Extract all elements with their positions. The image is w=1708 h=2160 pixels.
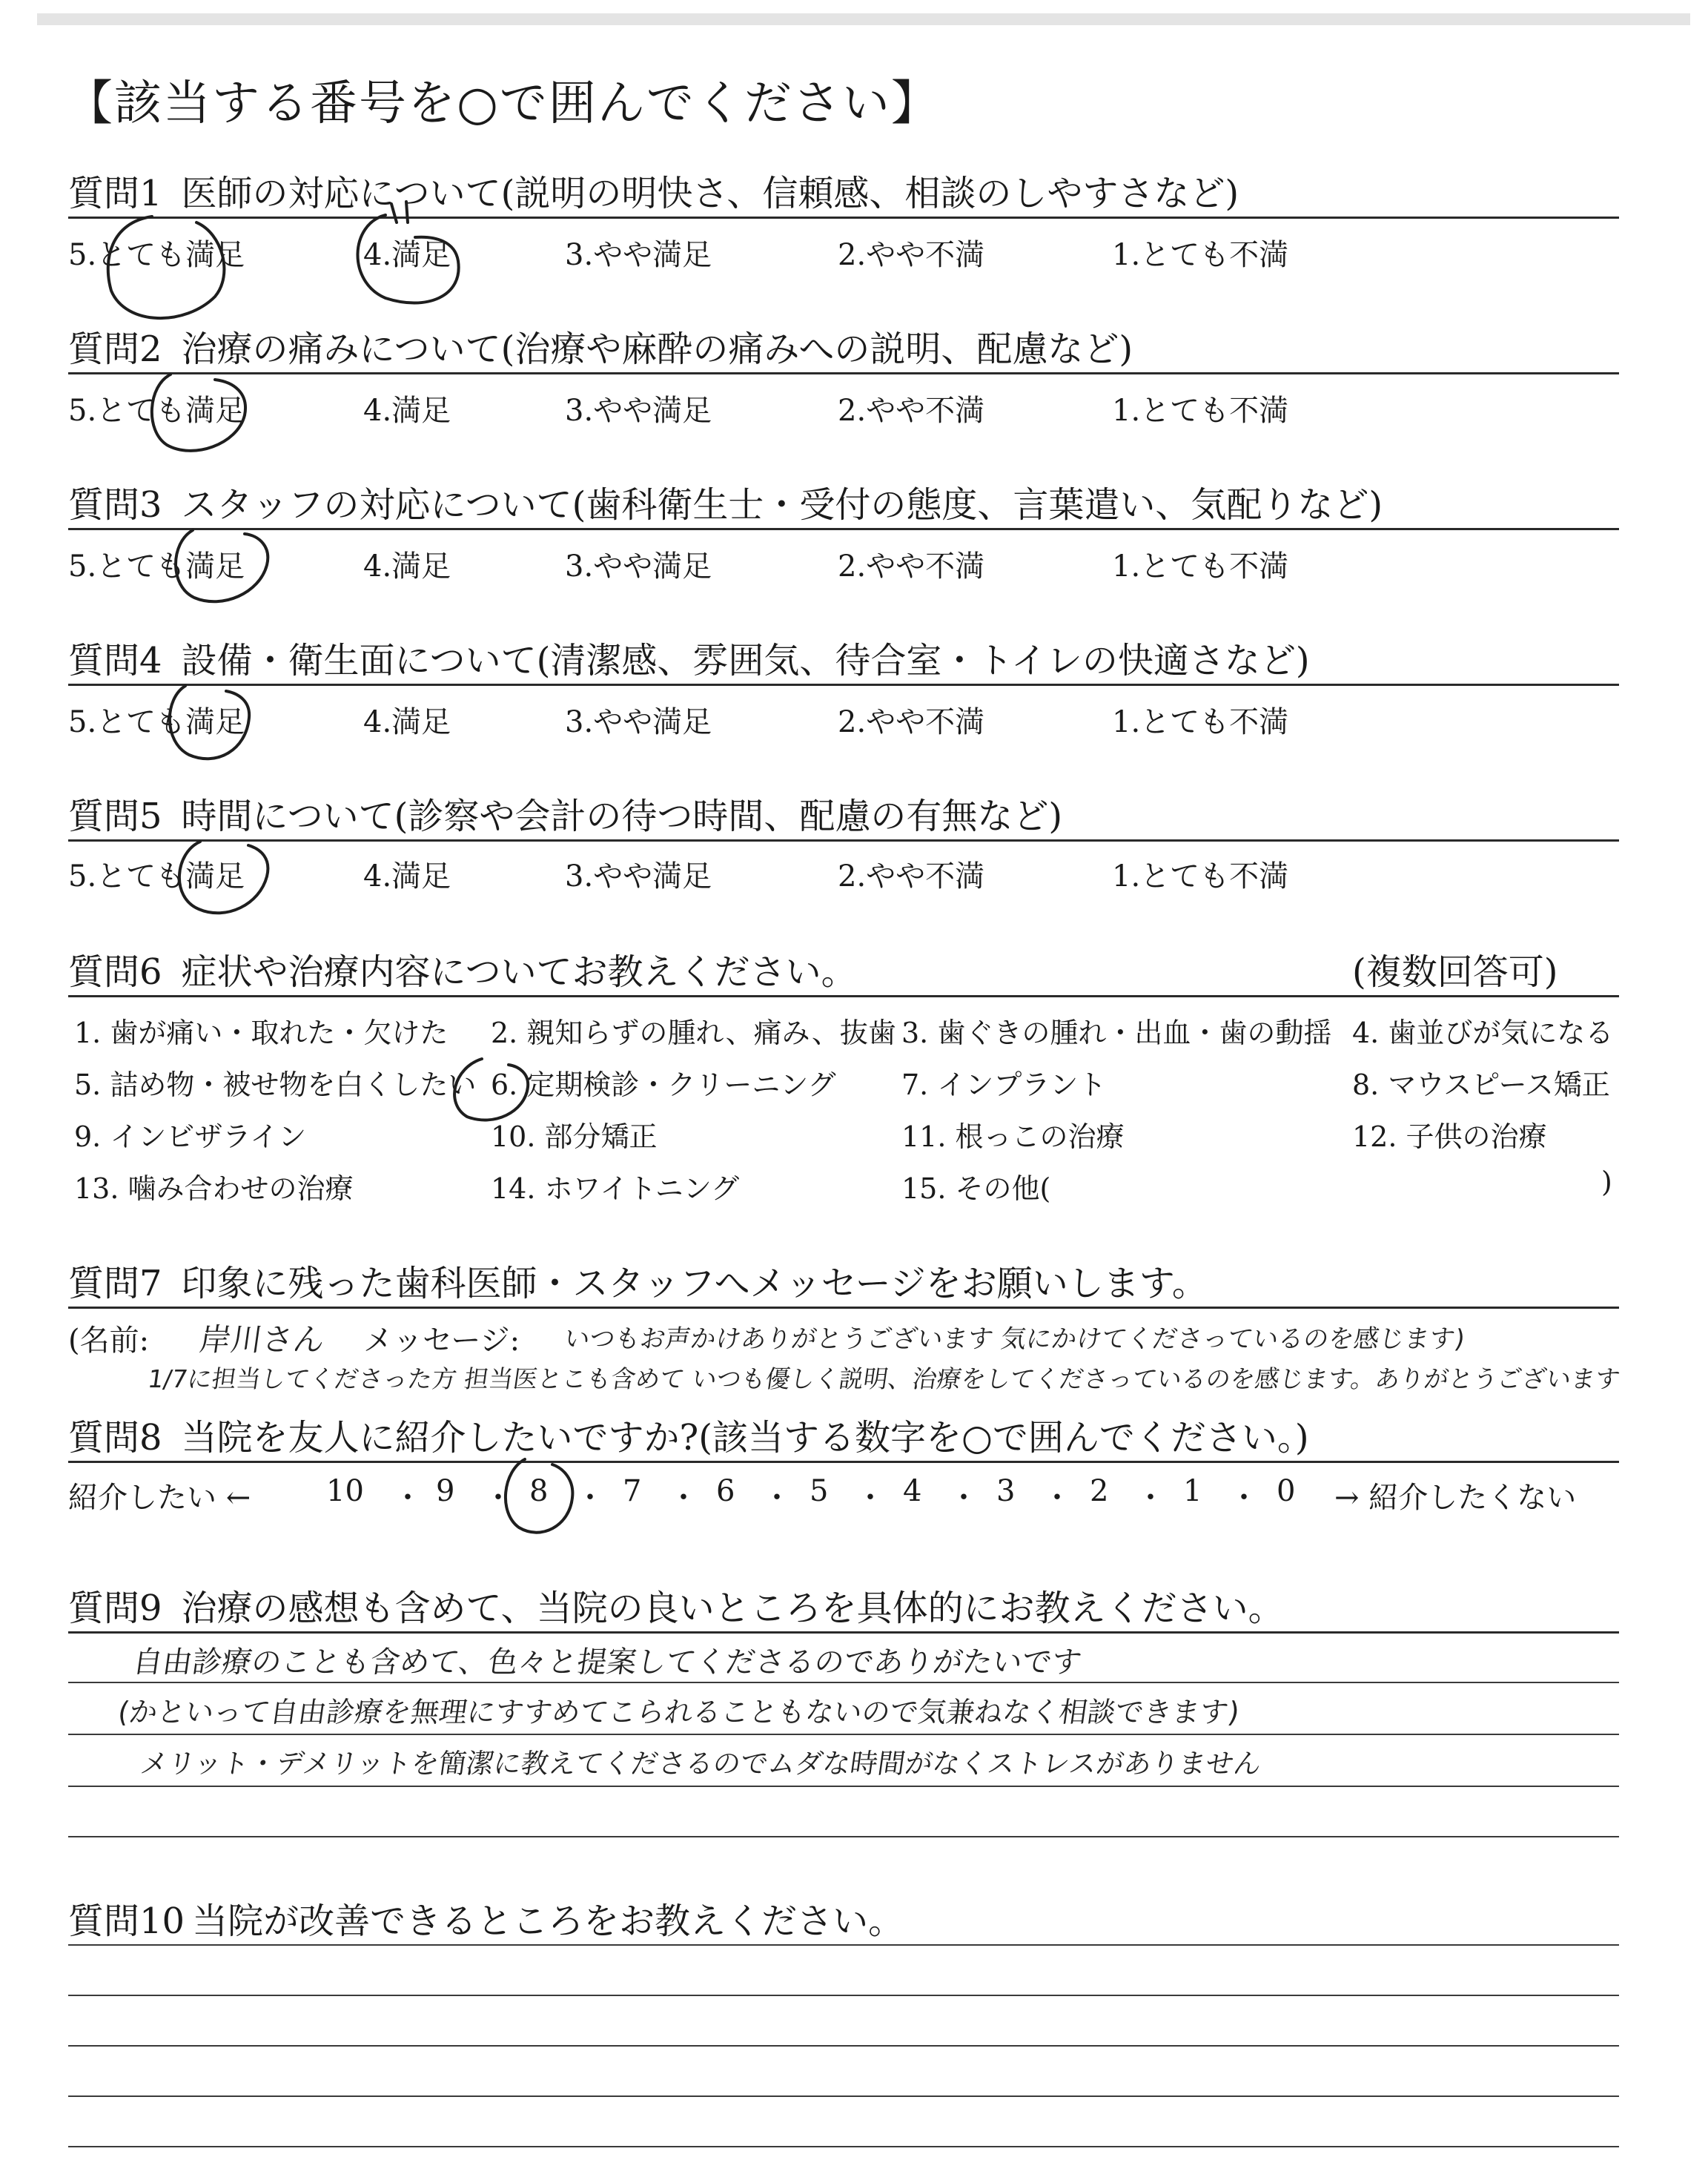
option-4[interactable]: 4. 歯並びが気になる	[1352, 1017, 1614, 1049]
rating-option-4[interactable]: 4.満足	[363, 394, 451, 428]
answer-rule	[68, 2095, 1619, 2097]
answer-rule	[68, 2045, 1619, 2047]
rule	[68, 217, 1619, 219]
answer-line-3[interactable]: メリット・デメリットを簡潔に教えてくださるのでムダな時間がなくストレスがありません	[138, 1748, 1263, 1780]
option-14[interactable]: 14. ホワイトニング	[491, 1172, 740, 1205]
option-10[interactable]: 10. 部分矯正	[491, 1120, 658, 1153]
answer-rule	[68, 1786, 1619, 1787]
dot: ・	[1229, 1481, 1259, 1515]
rule	[68, 1307, 1619, 1309]
rating-option-5[interactable]: 5.とても満足	[68, 238, 245, 272]
question-text: 医師の対応について(説明の明快さ、信頼感、相談のしやすさなど)	[181, 173, 1239, 214]
question-number: 質問8	[68, 1417, 162, 1459]
rating-option-1[interactable]: 1.とても不満	[1112, 549, 1289, 584]
score-2[interactable]: 2	[1090, 1474, 1109, 1508]
dot: ・	[1042, 1481, 1072, 1515]
question-label	[68, 320, 1133, 371]
dot: ・	[393, 1481, 423, 1515]
score-8[interactable]: 8	[529, 1474, 549, 1508]
question-number: 質問10	[68, 1900, 185, 1942]
rule	[68, 1631, 1619, 1634]
answer-rule	[68, 1944, 1619, 1946]
question-label	[68, 476, 1383, 527]
answer-line-1[interactable]: 自由診療のことも含めて、色々と提案してくださるのでありがたいです	[130, 1645, 1084, 1680]
rule	[68, 839, 1619, 842]
dot: ・	[669, 1481, 698, 1515]
dot: ・	[762, 1481, 792, 1515]
rating-option-3[interactable]: 3.やや満足	[565, 238, 712, 272]
question-text: 症状や治療内容についてお教えください。	[181, 951, 857, 993]
answer-rule	[68, 2146, 1619, 2147]
question-label	[68, 165, 1239, 216]
answer-rule	[68, 1734, 1619, 1735]
option-2[interactable]: 2. 親知らずの腫れ、痛み、抜歯	[491, 1017, 896, 1049]
dot: ・	[575, 1481, 605, 1515]
option-15-close-paren: )	[1601, 1166, 1612, 1198]
question-number: 質問1	[68, 173, 162, 214]
question-text: 当院を友人に紹介したいですか?(該当する数字を○で囲んでください。)	[181, 1417, 1309, 1459]
rating-option-2[interactable]: 2.やや不満	[838, 705, 985, 739]
rating-option-1[interactable]: 1.とても不満	[1112, 859, 1289, 894]
option-12[interactable]: 12. 子供の治療	[1352, 1120, 1547, 1153]
option-11[interactable]: 11. 根っこの治療	[901, 1120, 1125, 1153]
recommend-right-label: → 紹介したくない	[1334, 1481, 1577, 1515]
recommend-left-label: 紹介したい ←	[68, 1481, 251, 1515]
dot: ・	[1136, 1481, 1165, 1515]
rating-option-3[interactable]: 3.やや満足	[565, 705, 712, 739]
score-7[interactable]: 7	[623, 1474, 642, 1508]
rating-option-2[interactable]: 2.やや不満	[838, 549, 985, 584]
score-5[interactable]: 5	[810, 1474, 829, 1508]
question-number: 質問2	[68, 328, 162, 370]
rating-option-3[interactable]: 3.やや満足	[565, 859, 712, 894]
rating-option-3[interactable]: 3.やや満足	[565, 549, 712, 584]
rating-option-5[interactable]: 5.とても満足	[68, 394, 245, 428]
option-13[interactable]: 13. 噛み合わせの治療	[74, 1172, 354, 1205]
option-9[interactable]: 9. インビザライン	[74, 1120, 307, 1153]
answer-rule	[68, 1995, 1619, 1996]
multiple-answer-note: (複数回答可)	[1352, 951, 1558, 993]
rating-option-4[interactable]: 4.満足	[363, 549, 451, 584]
message-line-2[interactable]: 1/7に担当してくださった方 担当医とこも含めて いつも優しく説明、治療をしてくださっているのを感じます。ありがとうございます	[145, 1364, 1622, 1393]
question-number: 質問5	[68, 796, 162, 837]
rating-option-4[interactable]: 4.満足	[363, 859, 451, 894]
question-label	[68, 943, 857, 994]
option-8[interactable]: 8. マウスピース矯正	[1352, 1069, 1610, 1101]
rating-option-2[interactable]: 2.やや不満	[838, 859, 985, 894]
rating-option-1[interactable]: 1.とても不満	[1112, 705, 1289, 739]
question-number: 質問3	[68, 484, 162, 526]
score-0[interactable]: 0	[1277, 1474, 1296, 1508]
option-5[interactable]: 5. 詰め物・被せ物を白くしたい	[74, 1069, 477, 1101]
question-number: 質問6	[68, 951, 162, 993]
rating-option-5[interactable]: 5.とても満足	[68, 859, 245, 894]
option-6[interactable]: 6. 定期検診・クリーニング	[491, 1069, 836, 1101]
question-number: 質問4	[68, 640, 162, 681]
scan-top-edge	[37, 13, 1690, 25]
rating-option-4[interactable]: 4.満足	[363, 238, 451, 272]
name-value[interactable]: 岸川さん	[197, 1321, 328, 1358]
score-3[interactable]: 3	[996, 1474, 1016, 1508]
rule	[68, 684, 1619, 686]
question-label	[68, 787, 1062, 839]
question-number: 質問7	[68, 1263, 162, 1304]
question-text: 治療の痛みについて(治療や麻酔の痛みへの説明、配慮など)	[181, 328, 1133, 370]
question-text: 時間について(診察や会計の待つ時間、配慮の有無など)	[181, 796, 1063, 837]
score-4[interactable]: 4	[903, 1474, 922, 1508]
rating-option-2[interactable]: 2.やや不満	[838, 238, 985, 272]
question-text: 印象に残った歯科医師・スタッフへメッセージをお願いします。	[181, 1263, 1208, 1304]
rating-option-1[interactable]: 1.とても不満	[1112, 238, 1289, 272]
rating-option-5[interactable]: 5.とても満足	[68, 705, 245, 739]
rule	[68, 372, 1619, 374]
rating-option-1[interactable]: 1.とても不満	[1112, 394, 1289, 428]
option-3[interactable]: 3. 歯ぐきの腫れ・出血・歯の動揺	[901, 1017, 1332, 1049]
rule	[68, 995, 1619, 997]
dot: ・	[949, 1481, 979, 1515]
option-15[interactable]: 15. その他(	[901, 1172, 1051, 1205]
rating-option-3[interactable]: 3.やや満足	[565, 394, 712, 428]
message-line-1[interactable]: いつもお声かけありがとうございます 気にかけてくださっているのを感じます)	[562, 1324, 1467, 1354]
question-text: 当院が改善できるところをお教えください。	[192, 1900, 904, 1942]
score-9[interactable]: 9	[436, 1474, 455, 1508]
page-title: 【該当する番号を○で囲んでください】	[65, 76, 940, 131]
rating-option-2[interactable]: 2.やや不満	[838, 394, 985, 428]
answer-line-2[interactable]: (かといって自由診療を無理にすすめてこられることもないので気兼ねなく相談できます)	[116, 1696, 1242, 1728]
question-label	[68, 1255, 1208, 1306]
question-label	[68, 1892, 904, 1943]
question-label	[68, 1579, 1284, 1631]
score-1[interactable]: 1	[1183, 1474, 1202, 1508]
question-label	[68, 1409, 1309, 1460]
rating-option-5[interactable]: 5.とても満足	[68, 549, 245, 584]
rule	[68, 1461, 1619, 1463]
question-text: スタッフの対応について(歯科衛生士・受付の態度、言葉遣い、気配りなど)	[181, 484, 1383, 526]
score-6[interactable]: 6	[716, 1474, 735, 1508]
question-label	[68, 632, 1310, 683]
answer-rule	[68, 1836, 1619, 1837]
dot: ・	[483, 1481, 513, 1515]
dot: ・	[855, 1481, 885, 1515]
rating-option-4[interactable]: 4.満足	[363, 705, 451, 739]
message-label: メッセージ:	[363, 1324, 520, 1358]
question-text: 設備・衛生面について(清潔感、雰囲気、待合室・トイレの快適さなど)	[181, 640, 1310, 681]
option-1[interactable]: 1. 歯が痛い・取れた・欠けた	[74, 1017, 448, 1049]
rule	[68, 528, 1619, 530]
question-text: 治療の感想も含めて、当院の良いところを具体的にお教えください。	[181, 1588, 1284, 1629]
answer-rule	[68, 1682, 1619, 1683]
option-7[interactable]: 7. インプラント	[901, 1069, 1107, 1101]
question-number: 質問9	[68, 1588, 162, 1629]
score-10[interactable]: 10	[326, 1474, 364, 1508]
name-label: (名前:	[68, 1324, 150, 1358]
